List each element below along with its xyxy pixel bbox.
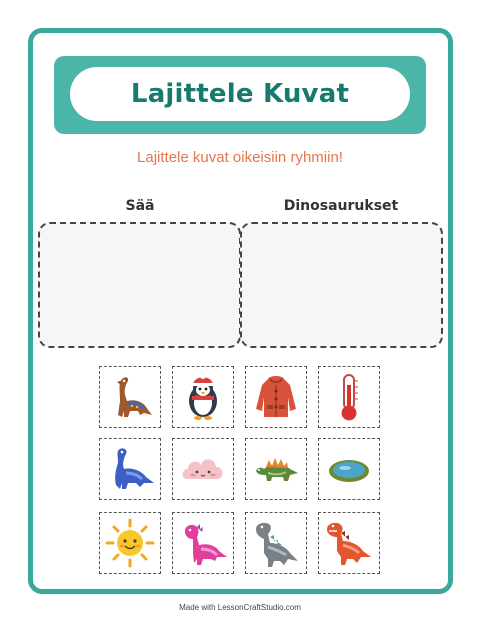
category-label-weather: Sää [125,198,155,214]
puddle-icon [323,443,375,495]
pink-cloud-icon [177,443,229,495]
drop-zone-dinosaurs[interactable] [240,222,443,348]
drop-zone-weather[interactable] [38,222,241,348]
instructions-text: Lajittele kuvat oikeisiin ryhmiin! [137,149,343,166]
picture-card[interactable] [99,366,161,428]
picture-card[interactable] [318,438,380,500]
picture-card[interactable] [245,366,307,428]
picture-card[interactable] [99,512,161,574]
gray-dinosaur-icon [250,517,302,569]
picture-card[interactable] [318,512,380,574]
penguin-icon [177,371,229,423]
blue-dinosaur-icon [104,443,156,495]
green-stegosaurus-icon [250,443,302,495]
picture-card[interactable] [172,366,234,428]
thermometer-icon [323,371,375,423]
orange-dinosaur-icon [323,517,375,569]
pink-dinosaur-icon [177,517,229,569]
long-neck-dinosaur-icon [104,371,156,423]
picture-card[interactable] [245,512,307,574]
picture-card[interactable] [172,512,234,574]
picture-card[interactable] [99,438,161,500]
page-title: Lajittele Kuvat [130,79,350,109]
picture-card[interactable] [245,438,307,500]
title-pill [70,67,410,121]
category-label-dinosaurs: Dinosaurukset [283,198,399,214]
raincoat-icon [250,371,302,423]
footer-credit: Made with LessonCraftStudio.com [179,603,301,612]
sun-icon [104,517,156,569]
picture-card[interactable] [172,438,234,500]
picture-card[interactable] [318,366,380,428]
